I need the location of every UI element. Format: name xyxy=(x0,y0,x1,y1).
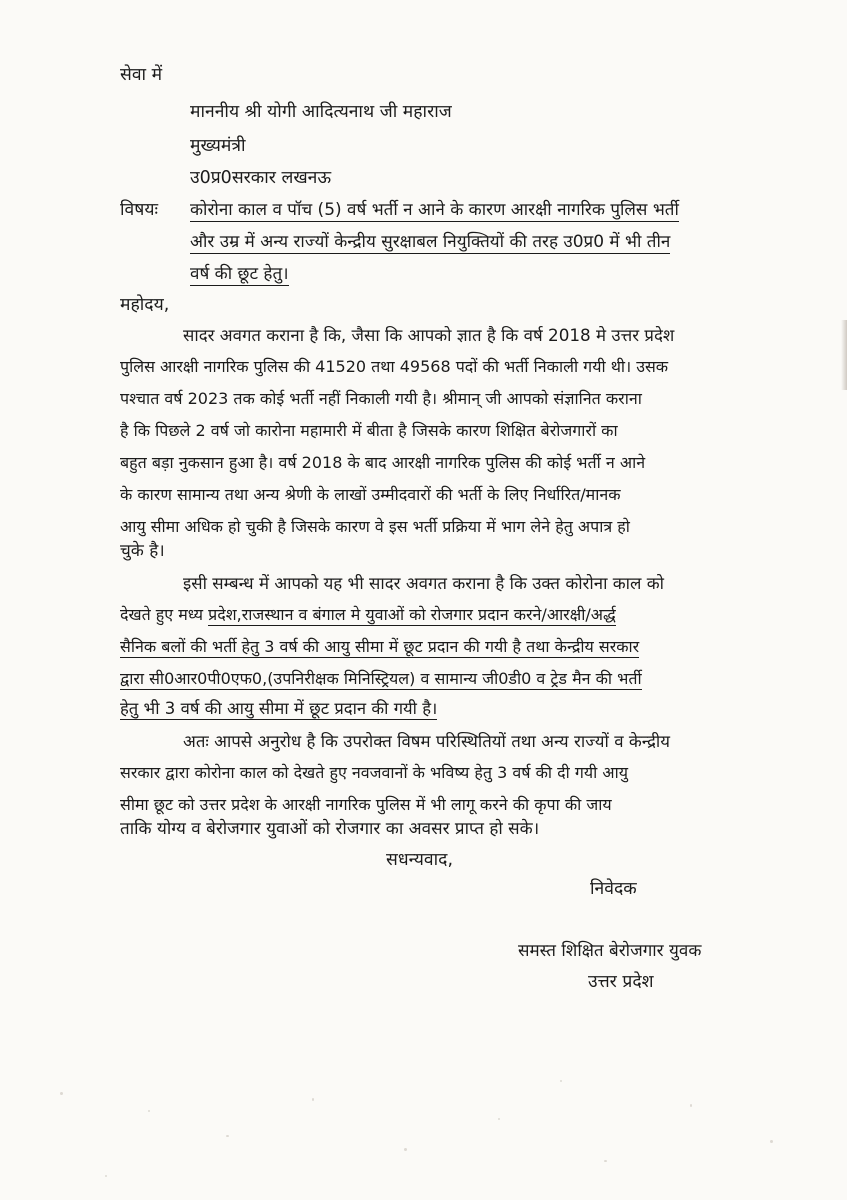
para2-line-4-text: द्वारा सी0आर0पी0एफ0,(उपनिरीक्षक मिनिस्ट्रियल) व सामान्य जी0डी0 व ट्रेड मैन की भर्ती xyxy=(120,669,642,688)
para3-line-4: ताकि योग्य व बेरोजगार युवाओं को रोजगार का अवसर प्राप्त हो सके। xyxy=(120,819,540,839)
para1-line-5: बहुत बड़ा नुकसान हुआ है। वर्ष 2018 के बाद आरक्षी नागरिक पुलिस की कोई भर्ती न आने xyxy=(120,453,646,472)
para3-line-2: सरकार द्वारा कोरोना काल को देखते हुए नवजवानों के भविष्य हेतु 3 वर्ष की दी गयी आयु xyxy=(120,763,628,782)
scan-speck xyxy=(60,1092,63,1095)
para1-line-7: आयु सीमा अधिक हो चुकी है जिसके कारण वे इस भर्ती प्रक्रिया में भाग लेने हेतु अपात्र हो xyxy=(120,517,630,536)
closing: सधन्यवाद, xyxy=(386,850,454,870)
subject-line-1-text: कोरोना काल व पॉच (5) वर्ष भर्ती न आने के कारण आरक्षी नागरिक पुलिस भर्ती xyxy=(190,200,679,220)
subject-line-1 xyxy=(190,198,679,222)
recipient-name: माननीय श्री योगी आदित्यनाथ जी महाराज xyxy=(190,102,452,122)
scan-speck xyxy=(312,1098,314,1101)
para1-line-3: पश्चात वर्ष 2023 तक कोई भर्ती नहीं निकाली गयी है। श्रीमान् जी आपको संज्ञानित कराना xyxy=(120,389,642,408)
para1-line-1: सादर अवगत कराना है कि, जैसा कि आपको ज्ञात है कि वर्ष 2018 मे उत्तर प्रदेश xyxy=(183,325,675,345)
para2-line-5-text: हेतु भी 3 वर्ष की आयु सीमा में छूट प्रदान की गयी है। xyxy=(120,699,438,718)
para2-line-2-plain: देखते हुए मध्य xyxy=(120,605,209,624)
subject-label: विषयः xyxy=(120,200,159,220)
para1-line-4: है कि पिछले 2 वर्ष जो कारोना महामारी में बीता है जिसके कारण शिक्षित बेरोजगारों का xyxy=(120,421,618,440)
para1-line-2: पुलिस आरक्षी नागरिक पुलिस की 41520 तथा 49568 पदों की भर्ती निकाली गयी थी। उसक xyxy=(120,357,669,376)
scan-speck xyxy=(690,1104,692,1107)
para3-line-3: सीमा छूट को उत्तर प्रदेश के आरक्षी नागरिक पुलिस में भी लागू करने की कृपा की जाय xyxy=(120,795,612,814)
subject-line-3 xyxy=(190,262,289,286)
scan-speck xyxy=(498,1118,500,1120)
scan-speck xyxy=(560,1080,562,1082)
recipient-designation: मुख्यमंत्री xyxy=(190,136,246,156)
subject-line-2-text: और उम्र में अन्य राज्यों केन्द्रीय सुरक्षाबल नियुक्तियों की तरह उ0प्र0 में भी तीन xyxy=(190,232,671,252)
para2-line-2 xyxy=(120,603,616,627)
para2-line-5 xyxy=(120,697,437,721)
subject-line-2 xyxy=(190,230,670,254)
para2-line-2-underlined: प्रदेश,राजस्थान व बंगाल मे युवाओं को रोजगार प्रदान करने/आरक्षी/अर्द्ध xyxy=(208,605,616,624)
para1-line-6: के कारण सामान्य तथा अन्य श्रेणी के लाखों उम्मीदवारों की भर्ती के लिए निर्धारित/मानक xyxy=(120,485,621,504)
para2-line-1: इसी सम्बन्ध में आपको यह भी सादर अवगत कराना है कि उक्त कोरोना काल को xyxy=(183,573,664,593)
subject-line-3-text: वर्ष की छूट हेतु। xyxy=(190,264,289,284)
sender-name: समस्त शिक्षित बेरोजगार युवक xyxy=(518,941,702,961)
signoff: निवेदक xyxy=(590,879,637,899)
scan-speck xyxy=(770,1140,773,1143)
scan-edge-mark xyxy=(841,320,847,390)
scan-speck xyxy=(148,1110,150,1112)
para2-line-3 xyxy=(120,635,639,659)
scan-speck xyxy=(604,1160,607,1162)
para2-line-4 xyxy=(120,667,642,691)
scan-speck xyxy=(404,1148,407,1151)
para3-line-1: अतः आपसे अनुरोध है कि उपरोक्त विषम परिस्थितियों तथा अन्य राज्यों व केन्द्रीय xyxy=(183,731,670,751)
salutation-to: सेवा में xyxy=(120,65,163,85)
recipient-office: उ0प्र0सरकार लखनऊ xyxy=(190,168,332,188)
scan-speck xyxy=(105,1175,107,1177)
para1-line-8: चुके है। xyxy=(120,541,165,561)
sender-place: उत्तर प्रदेश xyxy=(588,972,654,992)
scan-speck xyxy=(226,1135,229,1137)
para2-line-3-text: सैनिक बलों की भर्ती हेतु 3 वर्ष की आयु सीमा में छूट प्रदान की गयी है तथा केन्द्रीय सरकार xyxy=(120,637,640,656)
greeting: महोदय, xyxy=(120,295,170,315)
